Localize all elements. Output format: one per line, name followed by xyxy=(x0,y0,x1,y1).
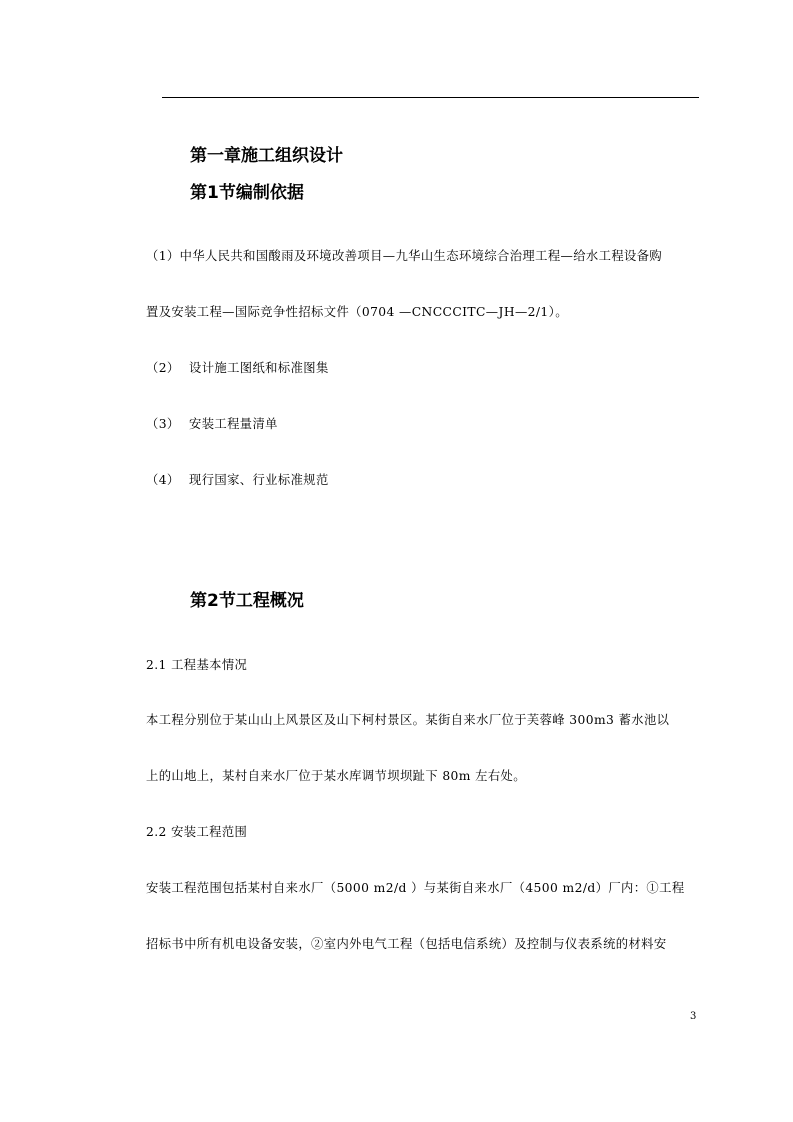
basis-item-4-text: 现行国家、行业标准规范 xyxy=(189,473,329,487)
basis-item-4-number: （4） xyxy=(146,473,180,487)
basis-item-3-number: （3） xyxy=(146,417,180,431)
basis-item-1-line-1: （1）中华人民共和国酸雨及环境改善项目—九华山生态环境综合治理工程—给水工程设备购 xyxy=(146,249,663,263)
basis-item-2-text: 设计施工图纸和标准图集 xyxy=(189,361,329,375)
install-scope-line-2: 招标书中所有机电设备安装，②室内外电气工程（包括电信系统）及控制与仪表系统的材料安 xyxy=(146,937,667,951)
header-rule xyxy=(162,97,699,98)
section-1-title: 第1节编制依据 xyxy=(190,183,304,203)
install-scope-line-1: 安装工程范围包括某村自来水厂（5000 m2/d ）与某街自来水厂（4500 m2/d）厂内：①工程 xyxy=(146,881,685,895)
section-2-title: 第2节工程概况 xyxy=(190,591,304,611)
basis-item-1-line-2: 置及安装工程—国际竞争性招标文件（0704 —CNCCCITC—JH—2/1）。 xyxy=(146,305,568,319)
basis-item-3 xyxy=(146,416,278,432)
project-overview-line-1: 本工程分别位于某山山上风景区及山下柯村景区。某街自来水厂位于芙蓉峰 300m3 蓄水池以 xyxy=(146,713,670,727)
chapter-title: 第一章施工组织设计 xyxy=(190,146,343,166)
subsection-2-2-title: 2.2 安装工程范围 xyxy=(146,825,248,839)
page-number: 3 xyxy=(690,1011,697,1022)
subsection-2-1-title: 2.1 工程基本情况 xyxy=(146,658,248,672)
basis-item-4 xyxy=(146,472,329,488)
project-overview-line-2: 上的山地上，某村自来水厂位于某水库调节坝坝趾下 80m 左右处。 xyxy=(146,769,526,783)
basis-item-2 xyxy=(146,360,329,376)
basis-item-2-number: （2） xyxy=(146,361,180,375)
basis-item-3-text: 安装工程量清单 xyxy=(189,417,278,431)
